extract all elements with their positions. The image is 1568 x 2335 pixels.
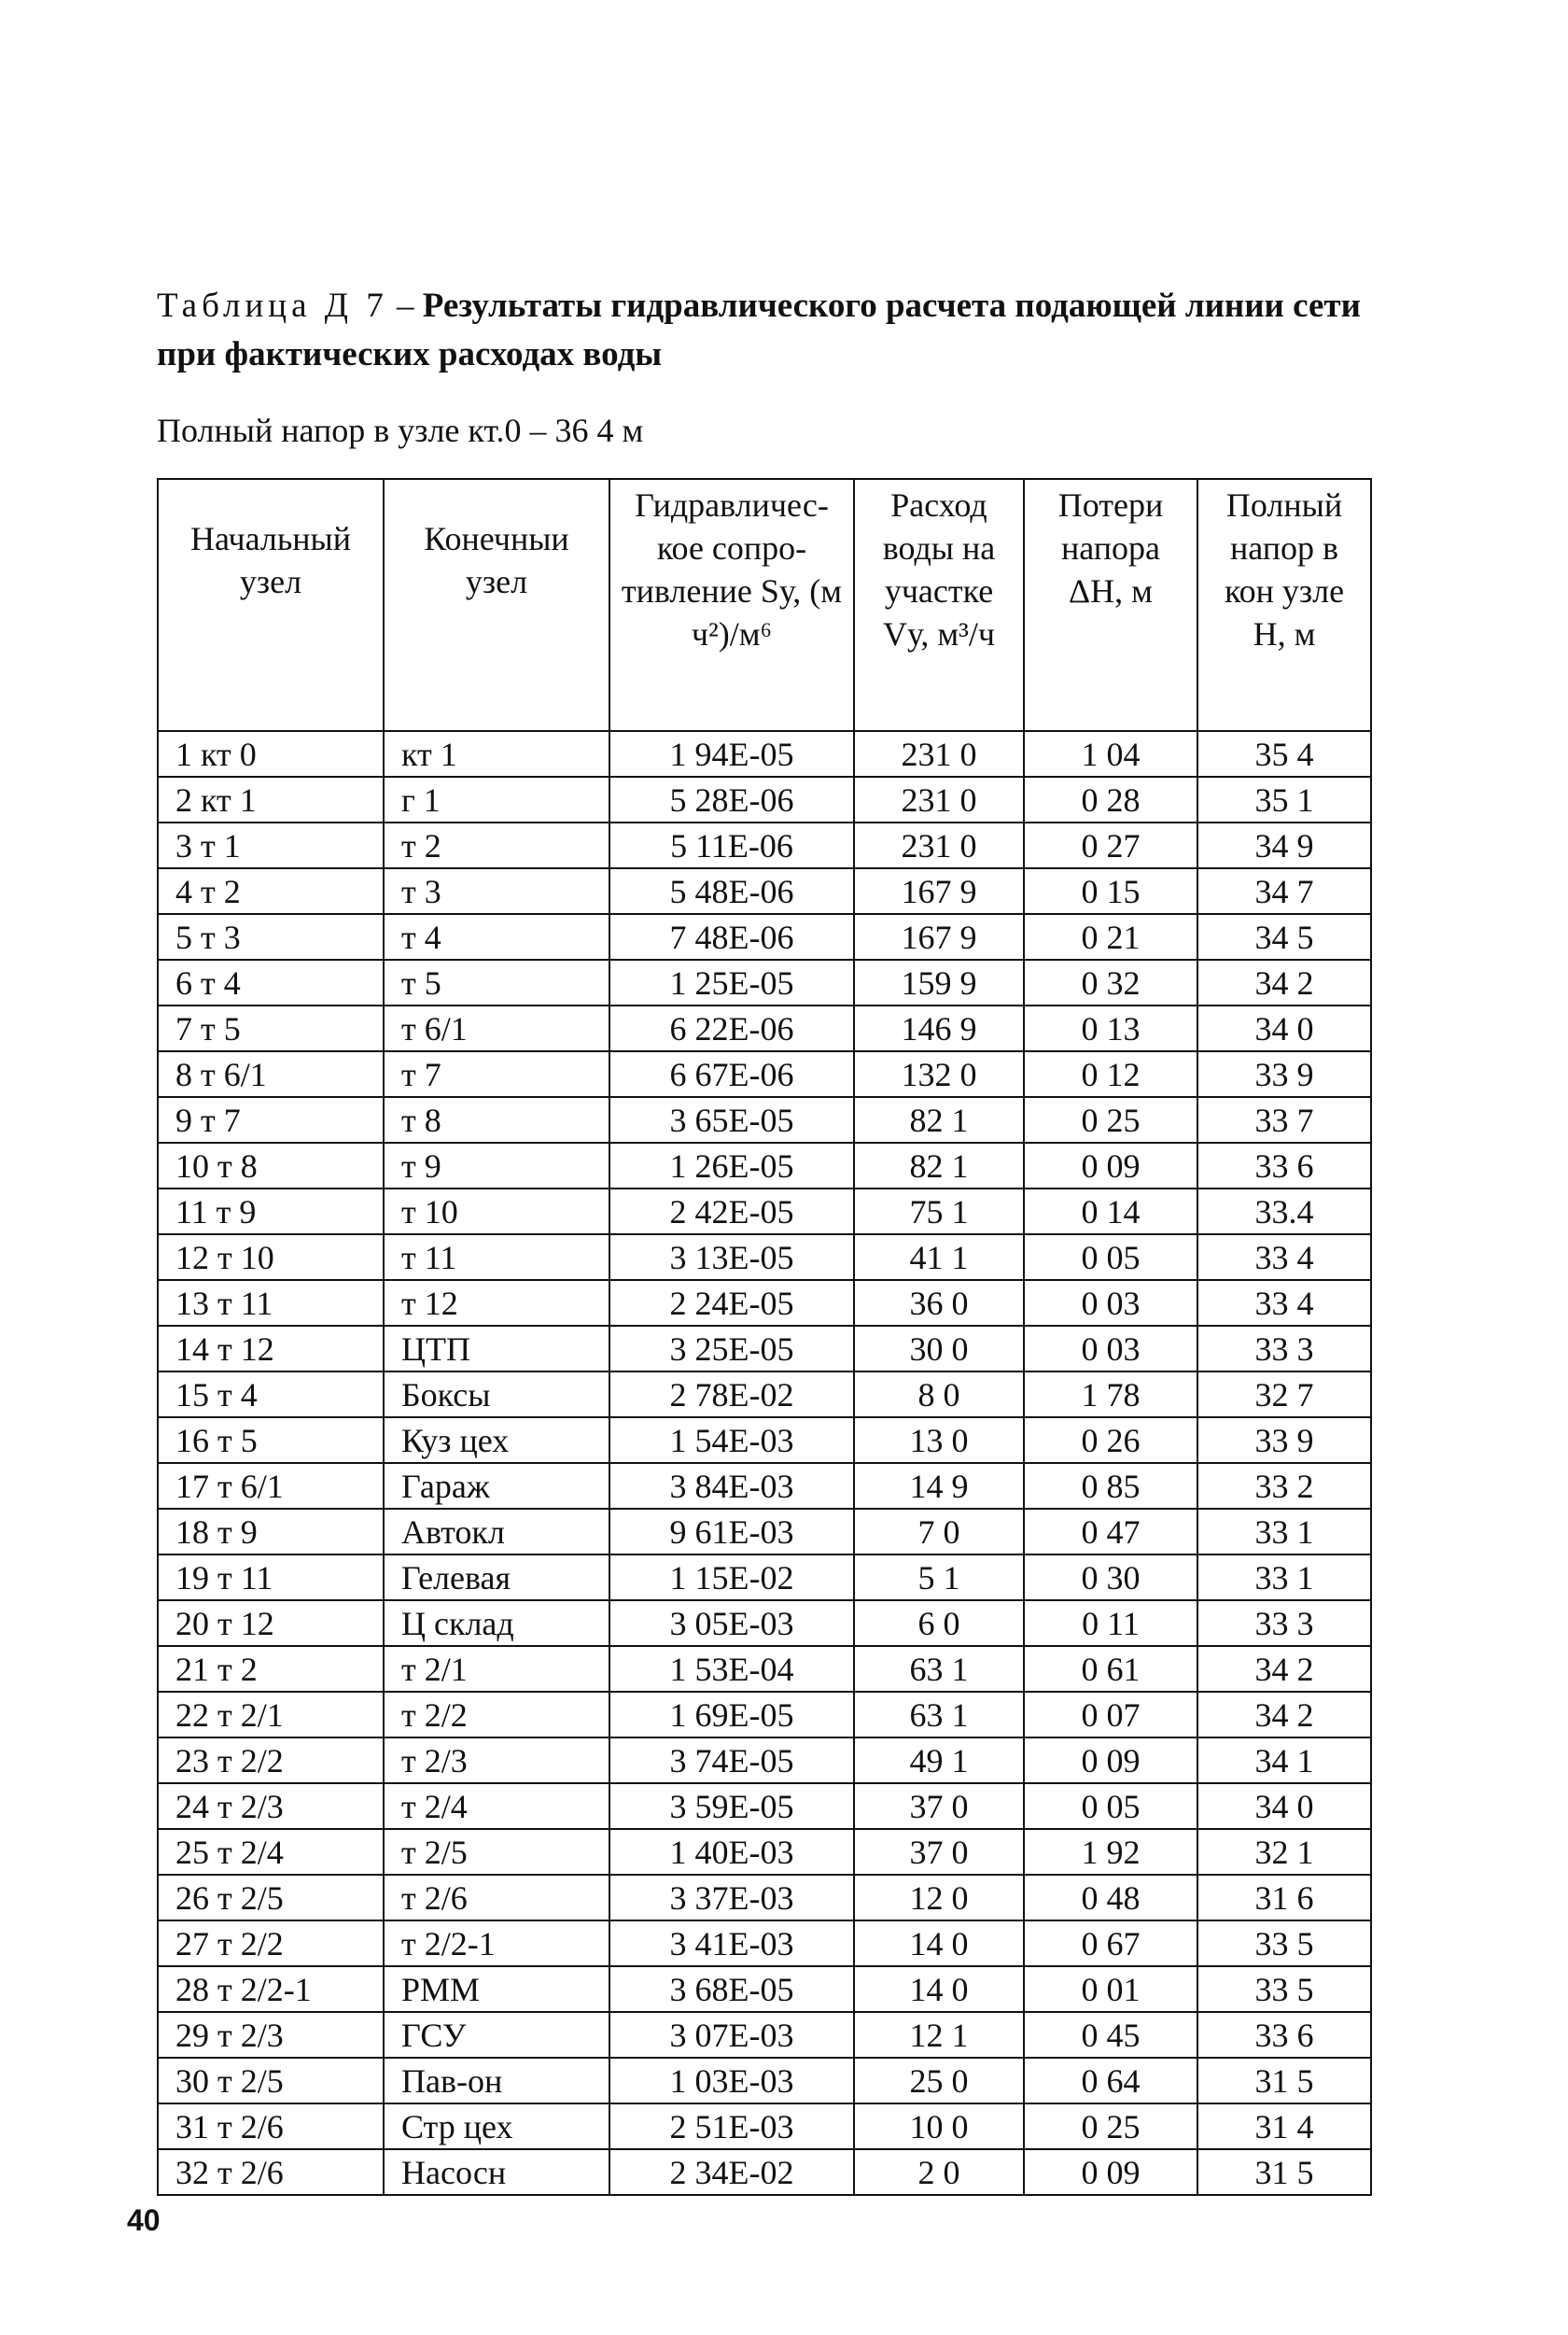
- cell-head-loss: 0 09: [1024, 2149, 1197, 2195]
- cell-total-head: 34 7: [1197, 868, 1371, 914]
- cell-end-node: Стр цех: [384, 2103, 609, 2149]
- cell-start-node: 32 т 2/6: [158, 2149, 384, 2195]
- table-row: [158, 1509, 1371, 1554]
- cell-flow-rate: 36 0: [854, 1280, 1024, 1326]
- cell-flow-rate: 82 1: [854, 1143, 1024, 1189]
- cell-flow-rate: 5 1: [854, 1554, 1024, 1600]
- cell-total-head: 33 3: [1197, 1600, 1371, 1646]
- cell-head-loss: 0 14: [1024, 1189, 1197, 1234]
- cell-total-head: 35 4: [1197, 731, 1371, 777]
- cell-head-loss: 0 21: [1024, 914, 1197, 960]
- table-caption: [157, 282, 1426, 379]
- table-row: [158, 1646, 1371, 1692]
- cell-resistance: 3 05Е-03: [609, 1600, 854, 1646]
- cell-head-loss: 0 13: [1024, 1006, 1197, 1051]
- cell-head-loss: 0 05: [1024, 1234, 1197, 1280]
- cell-resistance: 3 84Е-03: [609, 1463, 854, 1509]
- cell-start-node: 2 кт 1: [158, 777, 384, 823]
- cell-flow-rate: 13 0: [854, 1417, 1024, 1463]
- cell-end-node: т 6/1: [384, 1006, 609, 1051]
- cell-resistance: 1 15Е-02: [609, 1554, 854, 1600]
- cell-flow-rate: 7 0: [854, 1509, 1024, 1554]
- cell-head-loss: 0 61: [1024, 1646, 1197, 1692]
- cell-start-node: 21 т 2: [158, 1646, 384, 1692]
- cell-head-loss: 0 05: [1024, 1783, 1197, 1829]
- cell-total-head: 33 4: [1197, 1280, 1371, 1326]
- table-row: [158, 2149, 1371, 2195]
- cell-end-node: т 2/2: [384, 1692, 609, 1737]
- cell-flow-rate: 41 1: [854, 1234, 1024, 1280]
- col-start-node: Начальный узел: [158, 479, 384, 731]
- cell-head-loss: 0 07: [1024, 1692, 1197, 1737]
- col-head-loss: Потери напора ΔН, м: [1024, 479, 1197, 731]
- cell-total-head: 32 7: [1197, 1371, 1371, 1417]
- cell-start-node: 3 т 1: [158, 823, 384, 868]
- cell-resistance: 1 26Е-05: [609, 1143, 854, 1189]
- cell-total-head: 31 6: [1197, 1875, 1371, 1920]
- cell-flow-rate: 231 0: [854, 777, 1024, 823]
- cell-total-head: 34 2: [1197, 960, 1371, 1006]
- table-row: [158, 1143, 1371, 1189]
- cell-resistance: 2 42Е-05: [609, 1189, 854, 1234]
- cell-head-loss: 0 85: [1024, 1463, 1197, 1509]
- col-resistance: Гидравличес-кое сопро-тивление Sу, (м ч²)/м⁶: [609, 479, 854, 731]
- cell-end-node: кт 1: [384, 731, 609, 777]
- cell-end-node: т 2/1: [384, 1646, 609, 1692]
- cell-total-head: 31 5: [1197, 2149, 1371, 2195]
- table-row: [158, 1280, 1371, 1326]
- cell-flow-rate: 167 9: [854, 914, 1024, 960]
- table-row: [158, 1326, 1371, 1371]
- cell-head-loss: 0 01: [1024, 1966, 1197, 2012]
- cell-start-node: 30 т 2/5: [158, 2058, 384, 2103]
- cell-head-loss: 0 28: [1024, 777, 1197, 823]
- cell-end-node: т 2/4: [384, 1783, 609, 1829]
- cell-head-loss: 0 67: [1024, 1920, 1197, 1966]
- cell-start-node: 5 т 3: [158, 914, 384, 960]
- hydraulic-results-table: [157, 478, 1372, 2196]
- cell-start-node: 11 т 9: [158, 1189, 384, 1234]
- cell-total-head: 33 2: [1197, 1463, 1371, 1509]
- col-total-head: Полный напор в кон узле Н, м: [1197, 479, 1371, 731]
- cell-total-head: 34 9: [1197, 823, 1371, 868]
- cell-start-node: 20 т 12: [158, 1600, 384, 1646]
- cell-end-node: т 2/5: [384, 1829, 609, 1875]
- cell-end-node: т 12: [384, 1280, 609, 1326]
- cell-start-node: 18 т 9: [158, 1509, 384, 1554]
- cell-total-head: 34 0: [1197, 1006, 1371, 1051]
- cell-head-loss: 0 45: [1024, 2012, 1197, 2058]
- cell-total-head: 33 9: [1197, 1051, 1371, 1097]
- cell-head-loss: 1 78: [1024, 1371, 1197, 1417]
- cell-flow-rate: 231 0: [854, 823, 1024, 868]
- cell-start-node: 25 т 2/4: [158, 1829, 384, 1875]
- cell-head-loss: 0 15: [1024, 868, 1197, 914]
- cell-end-node: ЦТП: [384, 1326, 609, 1371]
- table-row: [158, 1189, 1371, 1234]
- cell-resistance: 3 13Е-05: [609, 1234, 854, 1280]
- cell-resistance: 6 22Е-06: [609, 1006, 854, 1051]
- cell-head-loss: 0 03: [1024, 1280, 1197, 1326]
- cell-resistance: 2 78Е-02: [609, 1371, 854, 1417]
- table-row: [158, 868, 1371, 914]
- cell-end-node: Ц склад: [384, 1600, 609, 1646]
- table-row: [158, 1966, 1371, 2012]
- total-head-note: Полный напор в узле кт.0 – 36 4 м: [157, 412, 644, 449]
- cell-start-node: 8 т 6/1: [158, 1051, 384, 1097]
- cell-total-head: 34 0: [1197, 1783, 1371, 1829]
- cell-start-node: 16 т 5: [158, 1417, 384, 1463]
- cell-end-node: Насосн: [384, 2149, 609, 2195]
- cell-end-node: г 1: [384, 777, 609, 823]
- cell-total-head: 35 1: [1197, 777, 1371, 823]
- cell-flow-rate: 132 0: [854, 1051, 1024, 1097]
- table-row: [158, 1417, 1371, 1463]
- cell-head-loss: 1 04: [1024, 731, 1197, 777]
- cell-total-head: 33 7: [1197, 1097, 1371, 1143]
- cell-resistance: 7 48Е-06: [609, 914, 854, 960]
- cell-flow-rate: 10 0: [854, 2103, 1024, 2149]
- cell-total-head: 32 1: [1197, 1829, 1371, 1875]
- cell-head-loss: 0 27: [1024, 823, 1197, 868]
- cell-resistance: 6 67Е-06: [609, 1051, 854, 1097]
- cell-head-loss: 0 32: [1024, 960, 1197, 1006]
- cell-head-loss: 0 64: [1024, 2058, 1197, 2103]
- cell-total-head: 33 9: [1197, 1417, 1371, 1463]
- cell-resistance: 2 51Е-03: [609, 2103, 854, 2149]
- cell-flow-rate: 63 1: [854, 1692, 1024, 1737]
- cell-end-node: РММ: [384, 1966, 609, 2012]
- cell-end-node: т 2: [384, 823, 609, 868]
- cell-start-node: 27 т 2/2: [158, 1920, 384, 1966]
- caption-dash: –: [387, 287, 423, 325]
- cell-flow-rate: 14 0: [854, 1920, 1024, 1966]
- cell-end-node: т 10: [384, 1189, 609, 1234]
- cell-resistance: 3 41Е-03: [609, 1920, 854, 1966]
- cell-end-node: Боксы: [384, 1371, 609, 1417]
- cell-resistance: 1 94Е-05: [609, 731, 854, 777]
- table-row: [158, 2058, 1371, 2103]
- cell-end-node: т 11: [384, 1234, 609, 1280]
- cell-resistance: 1 25Е-05: [609, 960, 854, 1006]
- cell-start-node: 13 т 11: [158, 1280, 384, 1326]
- cell-total-head: 33 6: [1197, 1143, 1371, 1189]
- cell-resistance: 3 59Е-05: [609, 1783, 854, 1829]
- cell-end-node: Гараж: [384, 1463, 609, 1509]
- cell-resistance: 3 25Е-05: [609, 1326, 854, 1371]
- cell-resistance: 3 68Е-05: [609, 1966, 854, 2012]
- table-row: [158, 1234, 1371, 1280]
- cell-resistance: 5 28Е-06: [609, 777, 854, 823]
- table-row: [158, 1554, 1371, 1600]
- cell-flow-rate: 12 0: [854, 1875, 1024, 1920]
- cell-flow-rate: 14 0: [854, 1966, 1024, 2012]
- cell-resistance: 1 53Е-04: [609, 1646, 854, 1692]
- cell-flow-rate: 37 0: [854, 1783, 1024, 1829]
- table-row: [158, 731, 1371, 777]
- cell-head-loss: 0 30: [1024, 1554, 1197, 1600]
- cell-total-head: 31 4: [1197, 2103, 1371, 2149]
- cell-head-loss: 0 47: [1024, 1509, 1197, 1554]
- cell-start-node: 1 кт 0: [158, 731, 384, 777]
- cell-resistance: 5 11Е-06: [609, 823, 854, 868]
- cell-flow-rate: 146 9: [854, 1006, 1024, 1051]
- table-row: [158, 1600, 1371, 1646]
- cell-total-head: 33.4: [1197, 1189, 1371, 1234]
- cell-total-head: 33 3: [1197, 1326, 1371, 1371]
- cell-start-node: 6 т 4: [158, 960, 384, 1006]
- cell-end-node: т 3: [384, 868, 609, 914]
- cell-flow-rate: 2 0: [854, 2149, 1024, 2195]
- cell-total-head: 33 5: [1197, 1920, 1371, 1966]
- table-row: [158, 1920, 1371, 1966]
- cell-head-loss: 1 92: [1024, 1829, 1197, 1875]
- cell-end-node: т 2/3: [384, 1737, 609, 1783]
- cell-resistance: 1 03Е-03: [609, 2058, 854, 2103]
- table-header-row: [158, 479, 1371, 731]
- cell-flow-rate: 167 9: [854, 868, 1024, 914]
- cell-head-loss: 0 48: [1024, 1875, 1197, 1920]
- table-body: [158, 731, 1371, 2195]
- cell-resistance: 1 54Е-03: [609, 1417, 854, 1463]
- cell-start-node: 15 т 4: [158, 1371, 384, 1417]
- cell-start-node: 7 т 5: [158, 1006, 384, 1051]
- cell-start-node: 24 т 2/3: [158, 1783, 384, 1829]
- cell-resistance: 2 24Е-05: [609, 1280, 854, 1326]
- cell-resistance: 5 48Е-06: [609, 868, 854, 914]
- cell-start-node: 9 т 7: [158, 1097, 384, 1143]
- cell-start-node: 14 т 12: [158, 1326, 384, 1371]
- cell-total-head: 33 5: [1197, 1966, 1371, 2012]
- table-row: [158, 1875, 1371, 1920]
- cell-resistance: 3 74Е-05: [609, 1737, 854, 1783]
- table-title: Результаты гидравлического расчета подающей линии сети при фактических расходах воды: [157, 287, 1361, 373]
- cell-flow-rate: 14 9: [854, 1463, 1024, 1509]
- table-row: [158, 2103, 1371, 2149]
- page-number: 40: [127, 2203, 161, 2237]
- cell-total-head: 34 1: [1197, 1737, 1371, 1783]
- table-row: [158, 823, 1371, 868]
- cell-head-loss: 0 09: [1024, 1143, 1197, 1189]
- cell-end-node: т 4: [384, 914, 609, 960]
- cell-start-node: 28 т 2/2-1: [158, 1966, 384, 2012]
- cell-flow-rate: 12 1: [854, 2012, 1024, 2058]
- cell-flow-rate: 82 1: [854, 1097, 1024, 1143]
- cell-total-head: 34 5: [1197, 914, 1371, 960]
- table-row: [158, 1006, 1371, 1051]
- cell-end-node: т 2/6: [384, 1875, 609, 1920]
- cell-head-loss: 0 09: [1024, 1737, 1197, 1783]
- cell-start-node: 19 т 11: [158, 1554, 384, 1600]
- table-row: [158, 1829, 1371, 1875]
- col-flow-rate: Расход воды на участке Vу, м³/ч: [854, 479, 1024, 731]
- cell-total-head: 34 2: [1197, 1646, 1371, 1692]
- cell-resistance: 2 34Е-02: [609, 2149, 854, 2195]
- cell-total-head: 33 1: [1197, 1554, 1371, 1600]
- cell-flow-rate: 49 1: [854, 1737, 1024, 1783]
- cell-end-node: Автокл: [384, 1509, 609, 1554]
- col-end-node: Конечныи узел: [384, 479, 609, 731]
- cell-end-node: Гелевая: [384, 1554, 609, 1600]
- cell-resistance: 9 61Е-03: [609, 1509, 854, 1554]
- cell-start-node: 31 т 2/6: [158, 2103, 384, 2149]
- cell-flow-rate: 30 0: [854, 1326, 1024, 1371]
- cell-end-node: ГСУ: [384, 2012, 609, 2058]
- cell-total-head: 34 2: [1197, 1692, 1371, 1737]
- cell-flow-rate: 25 0: [854, 2058, 1024, 2103]
- cell-flow-rate: 6 0: [854, 1600, 1024, 1646]
- cell-end-node: Пав-он: [384, 2058, 609, 2103]
- cell-end-node: т 8: [384, 1097, 609, 1143]
- cell-total-head: 33 1: [1197, 1509, 1371, 1554]
- table-row: [158, 1371, 1371, 1417]
- cell-flow-rate: 159 9: [854, 960, 1024, 1006]
- cell-head-loss: 0 25: [1024, 1097, 1197, 1143]
- cell-end-node: т 2/2-1: [384, 1920, 609, 1966]
- cell-flow-rate: 75 1: [854, 1189, 1024, 1234]
- cell-head-loss: 0 25: [1024, 2103, 1197, 2149]
- table-row: [158, 1463, 1371, 1509]
- cell-head-loss: 0 03: [1024, 1326, 1197, 1371]
- cell-start-node: 12 т 10: [158, 1234, 384, 1280]
- cell-total-head: 33 6: [1197, 2012, 1371, 2058]
- cell-flow-rate: 8 0: [854, 1371, 1024, 1417]
- cell-head-loss: 0 11: [1024, 1600, 1197, 1646]
- table-row: [158, 2012, 1371, 2058]
- cell-start-node: 10 т 8: [158, 1143, 384, 1189]
- cell-head-loss: 0 12: [1024, 1051, 1197, 1097]
- cell-resistance: 3 07Е-03: [609, 2012, 854, 2058]
- cell-total-head: 33 4: [1197, 1234, 1371, 1280]
- cell-start-node: 23 т 2/2: [158, 1737, 384, 1783]
- cell-start-node: 26 т 2/5: [158, 1875, 384, 1920]
- cell-start-node: 4 т 2: [158, 868, 384, 914]
- table-label: Таблица Д 7: [157, 287, 388, 325]
- table-row: [158, 1737, 1371, 1783]
- cell-resistance: 3 65Е-05: [609, 1097, 854, 1143]
- cell-resistance: 1 40Е-03: [609, 1829, 854, 1875]
- cell-resistance: 3 37Е-03: [609, 1875, 854, 1920]
- cell-end-node: т 7: [384, 1051, 609, 1097]
- cell-resistance: 1 69Е-05: [609, 1692, 854, 1737]
- table-row: [158, 1097, 1371, 1143]
- table-row: [158, 1051, 1371, 1097]
- cell-start-node: 17 т 6/1: [158, 1463, 384, 1509]
- cell-start-node: 22 т 2/1: [158, 1692, 384, 1737]
- cell-end-node: т 5: [384, 960, 609, 1006]
- cell-flow-rate: 37 0: [854, 1829, 1024, 1875]
- cell-flow-rate: 231 0: [854, 731, 1024, 777]
- cell-start-node: 29 т 2/3: [158, 2012, 384, 2058]
- cell-total-head: 31 5: [1197, 2058, 1371, 2103]
- cell-flow-rate: 63 1: [854, 1646, 1024, 1692]
- table-row: [158, 1692, 1371, 1737]
- table-row: [158, 914, 1371, 960]
- cell-head-loss: 0 26: [1024, 1417, 1197, 1463]
- table-row: [158, 777, 1371, 823]
- cell-end-node: Куз цех: [384, 1417, 609, 1463]
- table-row: [158, 1783, 1371, 1829]
- cell-end-node: т 9: [384, 1143, 609, 1189]
- table-row: [158, 960, 1371, 1006]
